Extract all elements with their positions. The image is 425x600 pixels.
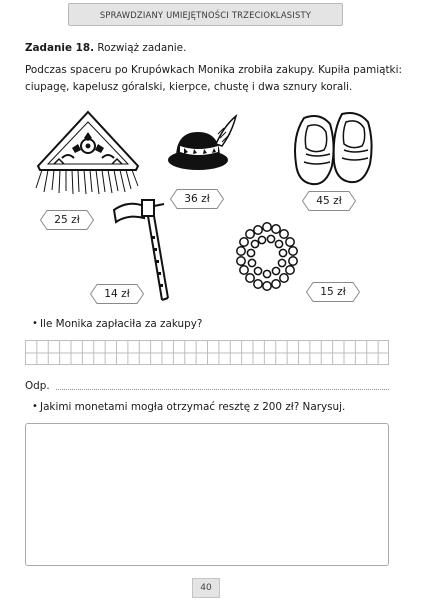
- question-2: Jakimi monetami mogła otrzymać resztę z 200 zł? Narysuj.: [40, 401, 346, 413]
- drawing-answer-box[interactable]: [25, 423, 389, 566]
- price-tag-axe: [90, 284, 144, 304]
- calculation-grid[interactable]: [25, 340, 389, 365]
- hat-icon: [160, 114, 242, 180]
- task-text-line-2: ciupagę, kapelusz góralski, kierpce, chustę i dwa sznury korali.: [25, 81, 353, 93]
- price-hat: 36 zł: [184, 193, 210, 205]
- price-beads: 15 zł: [320, 286, 346, 298]
- task-instruction: Rozwiąż zadanie.: [97, 42, 187, 54]
- scarf-icon: [32, 108, 144, 200]
- answer-label: Odp.: [25, 380, 50, 392]
- page-number-text: 40: [200, 583, 212, 593]
- price-tag-scarf: [40, 210, 94, 230]
- header-title: SPRAWDZIANY UMIEJĘTNOŚCI TRZECIOKLASISTY: [99, 9, 312, 20]
- question-1: Ile Monika zapłaciła za zakupy?: [40, 318, 203, 330]
- coral-beads-icon: [234, 222, 304, 298]
- price-scarf: 25 zł: [54, 214, 80, 226]
- price-tag-beads: [306, 282, 360, 302]
- task-title: [25, 42, 186, 54]
- page-number: [192, 578, 220, 598]
- bullet-q2: •: [32, 401, 38, 412]
- page-header: [68, 3, 343, 26]
- task-number: Zadanie 18.: [25, 42, 95, 54]
- price-axe: 14 zł: [104, 288, 130, 300]
- answer-line[interactable]: [56, 389, 389, 390]
- task-text-line-1: Podczas spaceru po Krupówkach Monika zrobiła zakupy. Kupiła pamiątki:: [25, 64, 402, 76]
- price-tag-shoes: [302, 191, 356, 211]
- bullet-q1: •: [32, 318, 38, 329]
- kierpce-shoes-icon: [290, 110, 378, 194]
- price-tag-hat: [170, 189, 224, 209]
- price-shoes: 45 zł: [316, 195, 342, 207]
